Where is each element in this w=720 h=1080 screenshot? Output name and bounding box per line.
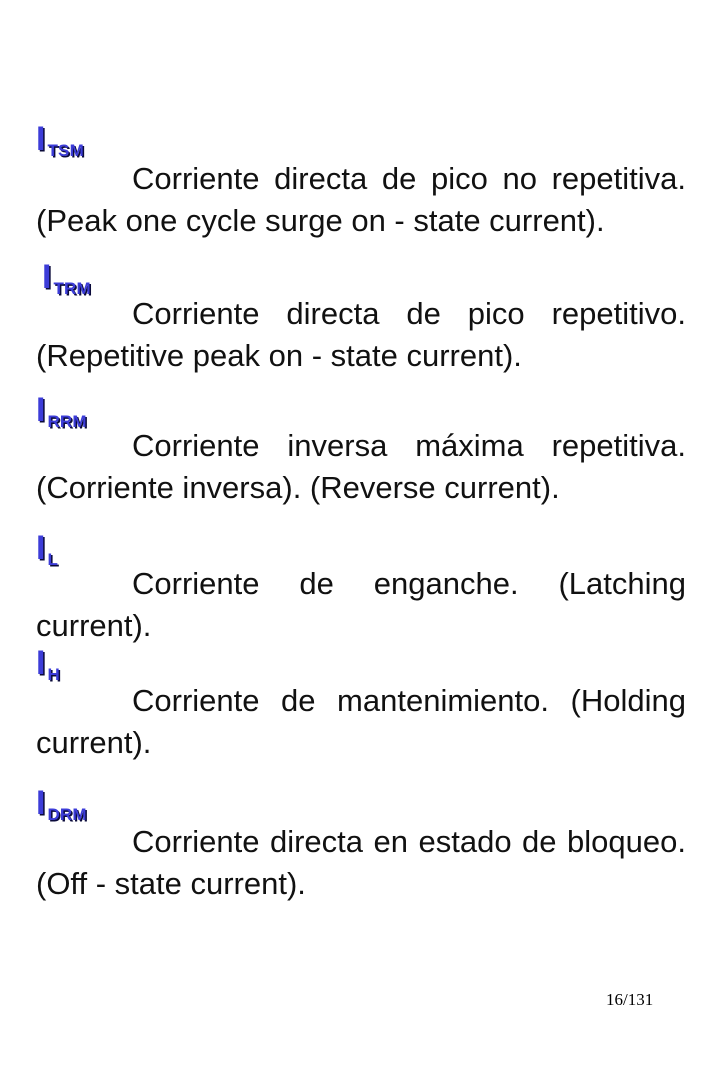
definition-il bbox=[36, 563, 686, 647]
term-subscript: TRM bbox=[53, 279, 91, 298]
page-number: 16/131 bbox=[606, 990, 654, 1009]
definition-line: Corriente directa en estado de bbox=[132, 824, 557, 859]
term-subscript: RRM bbox=[47, 412, 87, 431]
term-symbol: I bbox=[36, 529, 46, 567]
term-subscript: L bbox=[47, 550, 59, 569]
term-symbol: I bbox=[36, 391, 46, 429]
term-subscript: DRM bbox=[47, 805, 87, 824]
term-subscript: H bbox=[47, 665, 60, 684]
term-symbol: I bbox=[42, 258, 52, 296]
definition-line: Corriente directa de pico no repetitiva. bbox=[132, 161, 686, 196]
definition-line: Corriente inversa máxima repetitiva. bbox=[132, 428, 686, 463]
definition-irrm bbox=[36, 425, 686, 509]
definition-line: current). bbox=[36, 725, 152, 760]
definition-itrm bbox=[36, 293, 686, 377]
term-symbol: I bbox=[36, 784, 46, 822]
definition-idrm bbox=[36, 821, 686, 905]
term-idrm bbox=[36, 786, 87, 826]
definition-line: Corriente de enganche. (Latching bbox=[132, 566, 686, 601]
definition-line: Corriente de mantenimiento. (Holding bbox=[132, 683, 686, 718]
term-symbol: I bbox=[36, 120, 46, 158]
definition-line: current). bbox=[36, 608, 152, 643]
definition-line: Corriente directa de pico repetitivo. bbox=[132, 296, 686, 331]
term-symbol: I bbox=[36, 644, 46, 682]
term-subscript: TSM bbox=[47, 141, 84, 160]
definition-line: (Repetitive peak on - state current). bbox=[36, 338, 522, 373]
definition-ih bbox=[36, 680, 686, 764]
definition-line: bloqueo. (Off - state current). bbox=[36, 824, 686, 901]
definition-line: (Corriente inversa). (Reverse current). bbox=[36, 470, 560, 505]
definition-itsm bbox=[36, 158, 686, 242]
term-itsm bbox=[36, 122, 84, 162]
definition-line: (Peak one cycle surge on - state current). bbox=[36, 203, 605, 238]
